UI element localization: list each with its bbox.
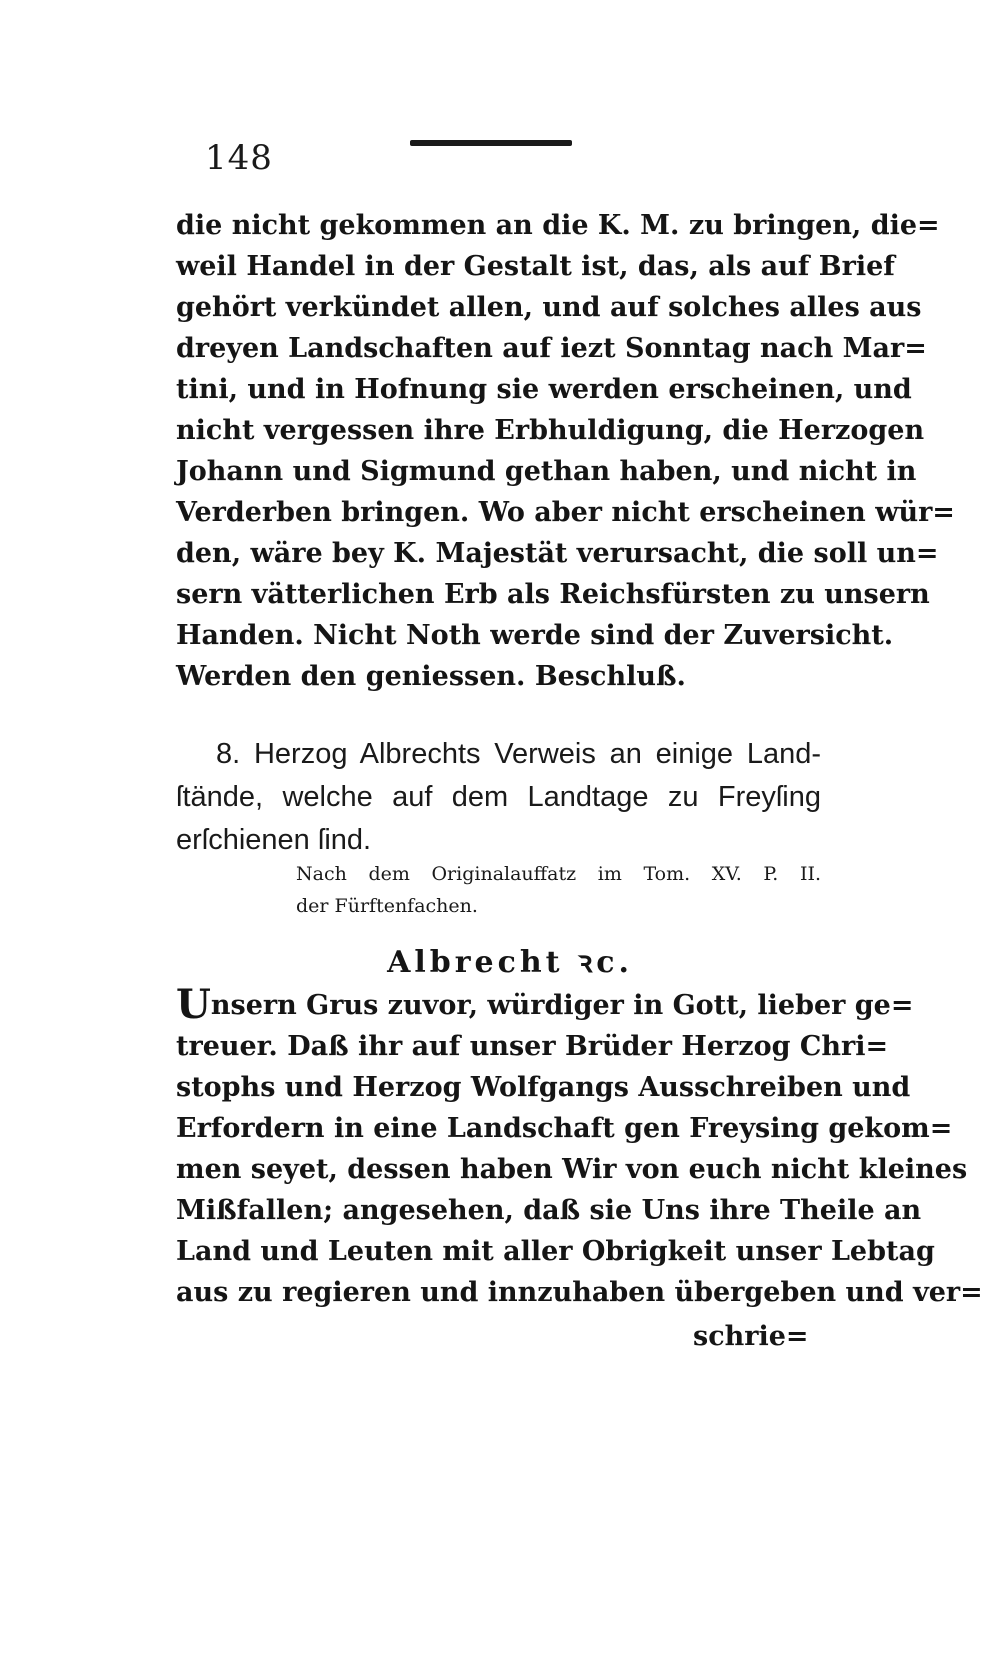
text-line: Mißfallen; angesehen, daß sie Uns ihre Theile an (176, 1195, 922, 1226)
text-line: nicht vergessen ihre Erbhuldigung, die Herzogen (176, 415, 925, 446)
catchword: schrie= (693, 1321, 809, 1352)
text-line: dreyen Landschaften auf iezt Sonntag nach Mar= (176, 333, 927, 364)
note-line: der Fürftenfachen. (296, 895, 478, 917)
heading-line: ſtände, welche auf dem Landtage zu Freyſing (176, 781, 821, 813)
text-line: Verderben bringen. Wo aber nicht erscheinen wür= (176, 497, 955, 528)
salutation: Albrecht ꝛc. (387, 945, 633, 980)
text-line: Werden den geniessen. Beschluß. (176, 661, 686, 692)
letter-body (176, 981, 983, 1313)
first-line-text: nsern Grus zuvor, würdiger in Gott, lieber ge= (210, 990, 914, 1021)
text-line: Erfordern in eine Landschaft gen Freysing gekom= (176, 1113, 953, 1144)
page-number: 148 (205, 138, 273, 178)
text-line: stophs und Herzog Wolfgangs Ausschreiben und (176, 1072, 911, 1103)
heading-line: 8. Herzog Albrechts Verweis an einige Land- (216, 738, 821, 770)
text-line: aus zu regieren und innzuhaben übergeben und ver= (176, 1277, 983, 1308)
header-rule (410, 140, 572, 146)
heading-line: erſchienen ſind. (176, 824, 372, 856)
text-line: Handen. Nicht Noth werde sind der Zuversicht. (176, 620, 894, 651)
text-line: treuer. Daß ihr auf unser Brüder Herzog Chri= (176, 1031, 889, 1062)
text-line: Land und Leuten mit aller Obrigkeit unser Lebtag (176, 1236, 935, 1267)
note-line: Nach dem Originalauffatz im Tom. XV. P. II. (296, 863, 821, 885)
source-note (296, 858, 821, 922)
text-line: men seyet, dessen haben Wir von euch nicht kleines (176, 1154, 968, 1185)
text-line: tini, und in Hofnung sie werden erscheinen, und (176, 374, 912, 405)
text-line: gehört verkündet allen, und auf solches alles aus (176, 292, 922, 323)
paragraph-continuation (176, 205, 955, 697)
text-line: Johann und Sigmund gethan haben, und nicht in (176, 456, 917, 487)
text-line: weil Handel in der Gestalt ist, das, als auf Brief (176, 251, 895, 282)
section-heading (176, 733, 821, 862)
text-line: die nicht gekommen an die K. M. zu bringen, die= (176, 210, 940, 241)
initial-letter: U (176, 981, 211, 1028)
text-line: den, wäre bey K. Majestät verursacht, die soll un= (176, 538, 939, 569)
text-line (176, 981, 914, 1028)
text-line: sern vätterlichen Erb als Reichsfürsten zu unsern (176, 579, 930, 610)
